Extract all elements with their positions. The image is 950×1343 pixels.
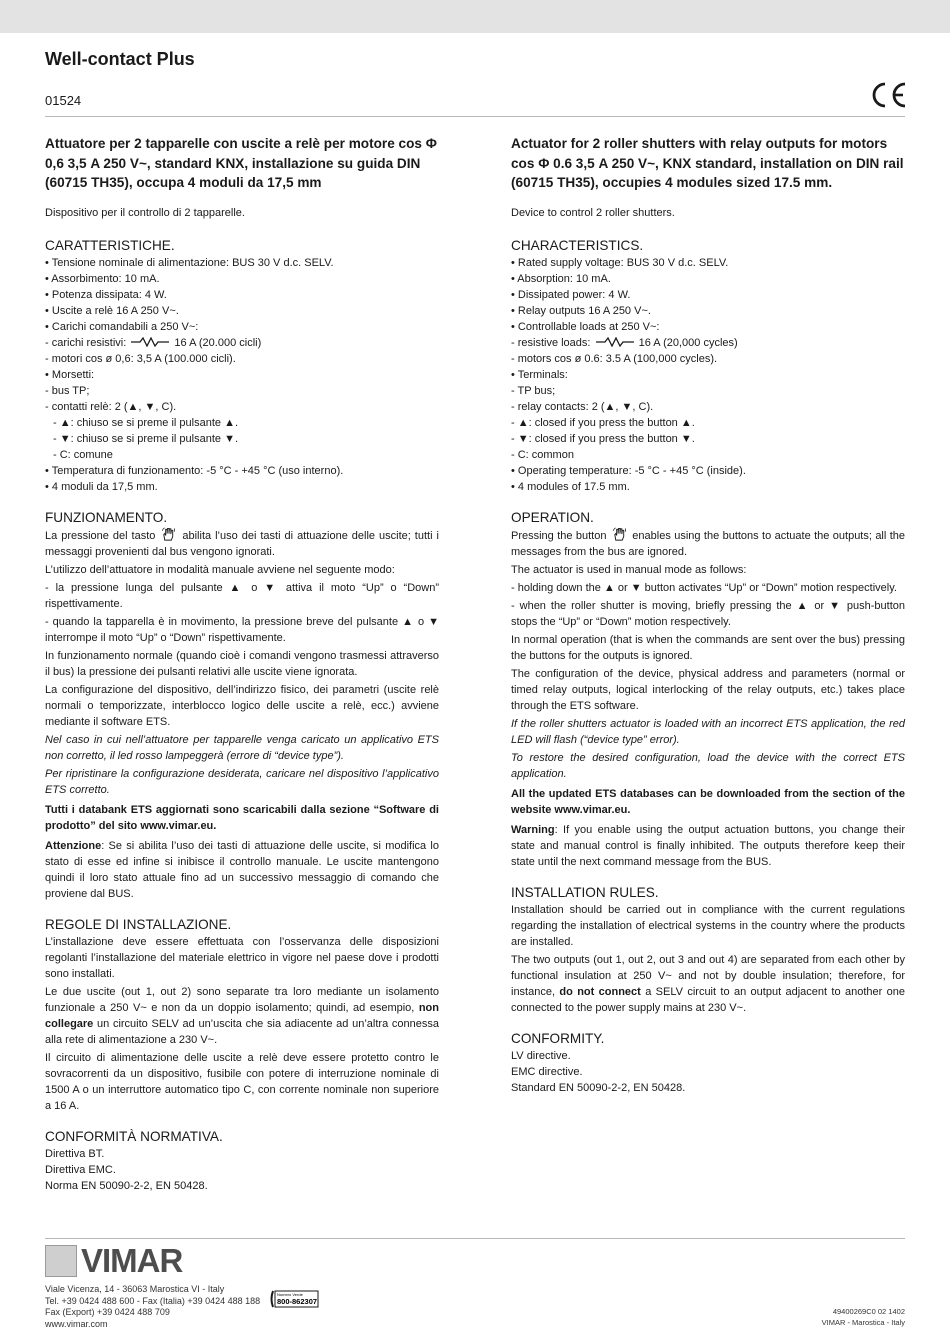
en-conf-line: LV directive. [511,1049,571,1062]
en-op-para: In normal operation (that is when the commands are sent over the bus) pressing the buttons for the outputs is ignored. [511,633,905,662]
it-inst-emphasis: non collegare [45,1001,439,1030]
italian-column [45,134,439,1208]
en-characteristics [511,237,905,495]
it-inst-para: Il circuito di alimentazione delle uscite a relè deve essere protetto contro le sovracorrenti da un dispositivo, fusibile con potere di interruzione nominale di 1500 A o un interruttore automatico tipo C, con corrente nominale non superiore a 16 A. [45,1051,439,1112]
it-intro: Dispositivo per il controllo di 2 tapparelle. [45,206,245,219]
it-op-title: FUNZIONAMENTO. [45,509,168,525]
en-char-line: • Relay outputs 16 A 250 V~. [511,304,651,317]
it-op-para: - la pressione lunga del pulsante ▲ o ▼ attiva il moto “Up” o “Down” rispettivamente. [45,581,439,610]
it-op-para: In funzionamento normale (quando cioè i comandi vengono trasmessi attraverso il bus) la pressione dei pulsanti relativi alle uscite viene ignorata. [45,649,439,678]
it-char-line: • 4 moduli da 17,5 mm. [45,480,158,493]
doc-place: VIMAR - Marostica - Italy [821,1318,905,1327]
it-warning [45,838,439,902]
en-inst-para: Installation should be carried out in compliance with the current regulations regarding the installation of electrical systems in the country where the products are installed. [511,903,905,948]
it-char-line: • Carichi comandabili a 250 V~: [45,320,199,333]
en-op-para [511,527,905,560]
it-characteristics [45,237,439,495]
en-inst-title: INSTALLATION RULES. [511,884,659,900]
vimar-logo-text: VIMAR [81,1242,183,1279]
en-char-line: • Terminals: [511,368,568,381]
en-intro: Device to control 2 roller shutters. [511,206,675,219]
it-char-line [45,335,439,351]
it-char-line: • Uscite a relè 16 A 250 V~. [45,304,179,317]
ce-mark-icon [868,80,908,110]
it-char-line: - bus TP; [45,384,90,397]
product-title: Well-contact Plus [45,49,195,69]
it-char-line: • Potenza dissipata: 4 W. [45,288,167,301]
en-op-italic: To restore the desired configuration, load the device with the correct ETS application. [511,751,905,780]
it-headline: Attuatore per 2 tapparelle con uscite a relè per motore cos Φ 0,6 3,5 A 250 V~, standard KNX, installazione su guida DIN (60715 TH35), occupa 4 moduli da 17,5 mm [45,136,437,190]
en-headline: Actuator for 2 roller shutters with relay outputs for motors cos Φ 0.6 3,5 A 250 V~, KNX standard, installation on DIN rail (60715 TH35), occupies 4 modules sized 17.5 mm. [511,136,904,190]
address-line: Tel. +39 0424 488 600 - Fax (Italia) +39 0424 488 188 [45,1295,261,1306]
en-char-line: • Absorption: 10 mA. [511,272,611,285]
en-op-italic: If the roller shutters actuator is loaded with an incorrect ETS application, the red LED will flash (“device type” error). [511,717,905,746]
it-inst-text: un circuito SELV ad un’uscita che sia adiacente ad un’altra connessa alla rete di alimentazione a 230 V~. [45,1017,439,1046]
en-installation [511,884,905,1016]
en-char-line: - motors cos ø 0.6: 3.5 A (100,000 cycles). [511,352,718,365]
english-column [511,134,905,1110]
header-divider [45,116,905,117]
address-line: www.vimar.com [45,1319,108,1330]
en-char-line: • 4 modules of 17.5 mm. [511,480,630,493]
green-number-badge [269,1290,319,1308]
it-op-para [45,527,439,560]
hand-icon [161,527,176,542]
en-inst-emphasis: do not connect [559,985,641,998]
it-op-italic: Nel caso in cui nell’attuatore per tapparelle venga caricato un applicativo ETS non corretto, il led rosso lampeggerà (errore di “device type”). [45,733,439,762]
it-char-line: • Morsetti: [45,368,95,381]
it-char-line: - ▲: chiuso se si preme il pulsante ▲. [53,416,239,429]
en-warning-label: Warning [511,823,555,836]
en-conf-line: Standard EN 50090-2-2, EN 50428. [511,1081,686,1094]
en-resistive-label: - resistive loads: [511,336,591,349]
it-warning-text: : Se si abilita l’uso dei tasti di attuazione delle uscite, si modifica lo stato di esse ed infine si inibisce il controllo manuale. Le uscite mantengono quindi il loro stato attuale fino ad un successivo messaggio di comando che proviene dal BUS. [45,839,439,900]
it-warning-label: Attenzione [45,839,102,852]
document-reference [822,1306,905,1328]
en-char-line [511,335,905,351]
it-op-para: La configurazione del dispositivo, dell’indirizzo fisico, dei parametri (uscite relè normali o temporizzate, interblocco logico delle uscite a relè, ecc.) avviene mediante il software ETS. [45,683,439,728]
footer-divider [45,1238,905,1239]
vimar-logo-mark [45,1245,77,1277]
en-char-line: - TP bus; [511,384,556,397]
product-code: 01524 [45,93,82,108]
it-installation [45,916,439,1114]
en-conf-title: CONFORMITY. [511,1030,605,1046]
en-char-line: - C: common [511,448,574,461]
en-warning [511,822,905,870]
en-op-text: Pressing the button [511,529,607,542]
en-inst-text: a SELV circuit to an output adjacent to another one connected to the power supply mains at 230 V~. [511,985,905,1014]
en-char-line: - ▼: closed if you press the button ▼. [511,432,695,445]
en-conformity [511,1030,905,1096]
en-char-line: - relay contacts: 2 (▲, ▼, C). [511,400,654,413]
it-op-para: - quando la tapparella è in movimento, la pressione breve del pulsante ▲ o ▼ interrompe il moto “Up” o “Down” rispettivamente. [45,615,439,644]
it-op-para: L’utilizzo dell’attuatore in modalità manuale avviene nel seguente modo: [45,563,395,576]
en-op-para: - holding down the ▲ or ▼ button activates “Up” or “Down” motion respectively. [511,581,897,594]
address-line: Fax (Export) +39 0424 488 709 [45,1307,170,1318]
en-char-line: • Operating temperature: -5 °C - +45 °C (inside). [511,464,746,477]
it-op-text: abilita l’uso dei tasti di attuazione delle uscite; tutti i messaggi provenienti dal bus vengono ignorati. [45,529,439,558]
en-char-line: • Rated supply voltage: BUS 30 V d.c. SELV. [511,256,729,269]
en-char-line: • Dissipated power: 4 W. [511,288,631,301]
en-char-title: CHARACTERISTICS. [511,237,644,253]
it-databank-note: Tutti i databank ETS aggiornati sono scaricabili dalla sezione “Software di prodotto” del sito www.vimar.eu. [45,803,439,832]
it-resistive-label: - carichi resistivi: [45,336,127,349]
en-inst-text: The two outputs (out 1, out 2, out 3 and out 4) are separated from each other by functional insulation at 250 V~ and not by double insulation; therefore, for instance, [511,953,905,998]
it-inst-text: Le due uscite (out 1, out 2) sono separate tra loro mediante un isolamento funzionale a 250 V~ e non da un doppio isolamento; quindi, ad esempio, [45,985,439,1014]
it-op-italic: Per ripristinare la configurazione desiderata, caricare nel dispositivo l’applicativo ETS corretto. [45,767,439,796]
en-op-para: The configuration of the device, physical address and parameters (normal or timed relay outputs, logical interlocking of the relay outputs, etc.) takes place through the ETS software. [511,667,905,712]
it-conf-line: Norma EN 50090-2-2, EN 50428. [45,1179,208,1192]
resistor-icon [596,337,634,347]
en-inst-para [511,952,905,1016]
it-char-line: - contatti relè: 2 (▲, ▼, C). [45,400,177,413]
it-op-text: La pressione del tasto [45,529,156,542]
it-char-line: • Assorbimento: 10 mA. [45,272,160,285]
en-databank-note: All the updated ETS databases can be downloaded from the section of the website www.vimar.eu. [511,787,905,816]
it-inst-title: REGOLE DI INSTALLAZIONE. [45,916,232,932]
it-operation [45,509,439,902]
en-op-para: The actuator is used in manual mode as follows: [511,563,747,576]
it-char-title: CARATTERISTICHE. [45,237,175,253]
company-address [45,1284,260,1331]
en-char-line: • Controllable loads at 250 V~: [511,320,660,333]
it-conf-line: Direttiva BT. [45,1147,105,1160]
it-conf-line: Direttiva EMC. [45,1163,116,1176]
it-conformity [45,1128,439,1194]
it-inst-para: L’installazione deve essere effettuata con l’osservanza delle disposizioni regolanti l’installazione del materiale elettrico in vigore nel paese dove i prodotti sono installati. [45,935,439,980]
en-resistive-value: 16 A (20,000 cycles) [638,336,738,349]
it-conf-title: CONFORMITÀ NORMATIVA. [45,1128,223,1144]
it-inst-para [45,984,439,1048]
top-band [0,0,950,33]
it-char-line: - motori cos ø 0,6: 3,5 A (100.000 cicli). [45,352,236,365]
en-conf-line: EMC directive. [511,1065,583,1078]
it-char-line: - C: comune [53,448,113,461]
doc-code: 49400269C0 02 1402 [832,1307,905,1316]
en-op-text: enables using the buttons to actuate the outputs; all the messages from the bus are ignored. [511,529,906,558]
en-operation [511,509,905,870]
it-char-line: • Tensione nominale di alimentazione: BUS 30 V d.c. SELV. [45,256,334,269]
en-warning-text: : If you enable using the output actuation buttons, you change their state and manual control is finally inhibited. The outputs therefore keep their state until the next command message from the BUS. [511,823,905,868]
green-number-caption: Numero Verde [277,1292,303,1297]
it-char-line: - ▼: chiuso se si preme il pulsante ▼. [53,432,239,445]
it-char-line: • Temperatura di funzionamento: -5 °C - +45 °C (uso interno). [45,464,344,477]
en-op-para: - when the roller shutter is moving, briefly pressing the ▲ or ▼ push-button stops the “Up” or “Down” motion respectively. [511,599,905,628]
resistor-icon [131,337,169,347]
hand-icon [612,527,627,542]
address-line: Viale Vicenza, 14 - 36063 Marostica VI - Italy [45,1284,225,1294]
it-resistive-value: 16 A (20.000 cicli) [174,336,262,349]
green-number: 800-862307 [277,1297,318,1306]
en-char-line: - ▲: closed if you press the button ▲. [511,416,695,429]
en-op-title: OPERATION. [511,509,594,525]
